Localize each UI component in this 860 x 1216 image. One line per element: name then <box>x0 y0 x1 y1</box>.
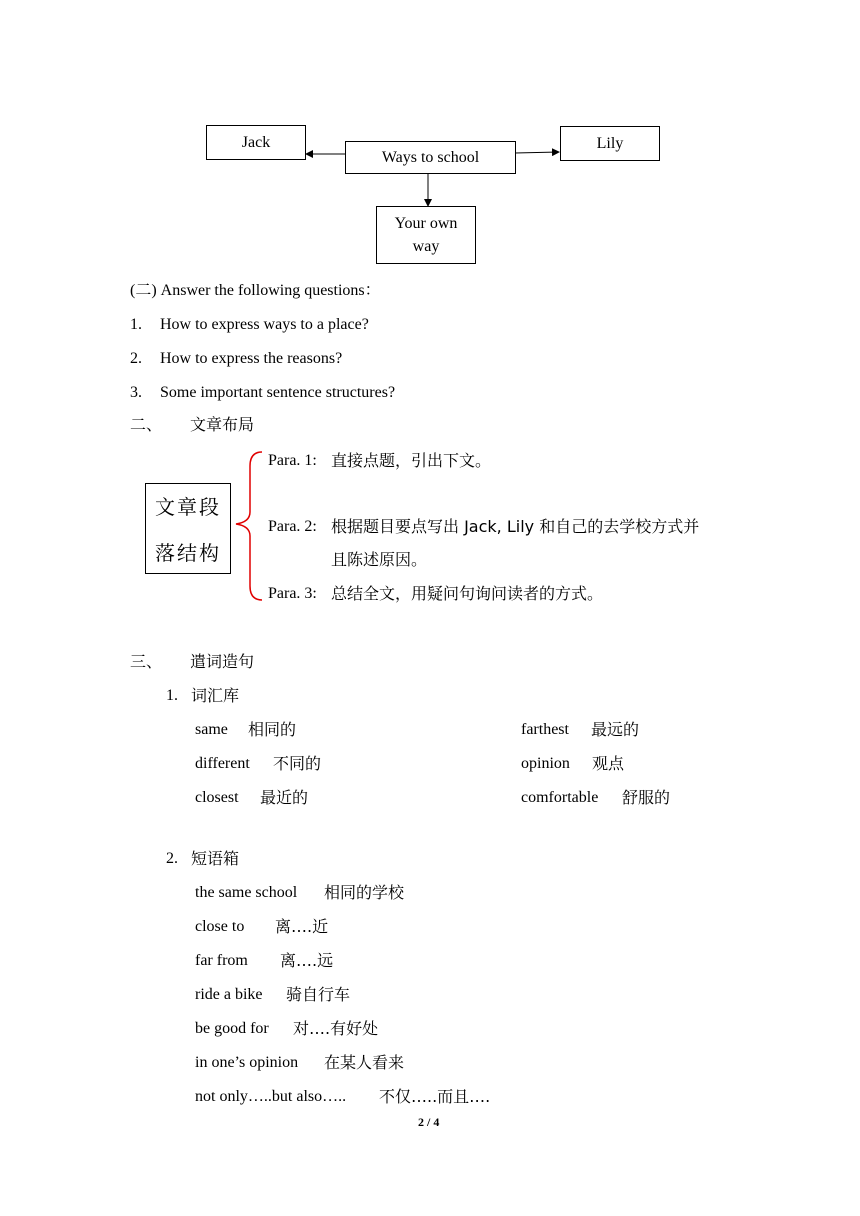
para1-label: Para. 1: <box>268 452 317 469</box>
question-text-1: How to express ways to a place? <box>160 316 369 333</box>
phrase-en-4: ride a bike <box>195 986 263 1003</box>
phrases-heading-num: 2. <box>166 850 178 867</box>
question-num-2: 2. <box>130 350 142 367</box>
phrase-en-3: far from <box>195 952 248 969</box>
phrase-cn-2: 离….近 <box>275 917 329 936</box>
vocab-left-en-1: same <box>195 721 228 738</box>
question-text-3: Some important sentence structures? <box>160 384 396 401</box>
vocab-right-en-3: comfortable <box>521 789 599 806</box>
vocab-right-cn-1: 最远的 <box>591 720 640 739</box>
section3-num: 三、 <box>130 652 163 671</box>
phrase-cn-7: 不仅…..而且…. <box>379 1087 491 1106</box>
section2-num: 二、 <box>130 415 163 434</box>
phrase-cn-6: 在某人看来 <box>324 1053 405 1072</box>
para1-text: 直接点题，引出下文。 <box>331 451 492 470</box>
structure-box-line1: 文章段 <box>155 495 221 519</box>
part2-heading: (二) Answer the following questions： <box>130 282 381 299</box>
diagram-label-own-way-2: way <box>412 238 440 255</box>
phrase-en-7: not only…..but also….. <box>195 1088 347 1105</box>
vocab-left-en-2: different <box>195 755 250 772</box>
question-num-3: 3. <box>130 384 142 401</box>
phrase-en-2: close to <box>195 918 245 935</box>
phrase-cn-1: 相同的学校 <box>324 883 405 902</box>
question-text-2: How to express the reasons? <box>160 350 343 367</box>
vocab-left-cn-1: 相同的 <box>248 720 297 739</box>
vocab-right-en-1: farthest <box>521 721 569 738</box>
phrase-cn-4: 骑自行车 <box>286 985 351 1004</box>
diagram-label-jack: Jack <box>241 134 271 151</box>
question-num-1: 1. <box>130 316 142 333</box>
para3-label: Para. 3: <box>268 585 317 602</box>
diagram-label-own-way-1: Your own <box>394 215 458 232</box>
vocab-heading: 词汇库 <box>191 686 240 705</box>
vocab-right-cn-3: 舒服的 <box>622 788 671 807</box>
vocab-heading-num: 1. <box>166 687 178 704</box>
page-number: 2 / 4 <box>418 1115 440 1129</box>
structure-box-line2: 落结构 <box>155 541 221 565</box>
diagram-label-center: Ways to school <box>381 149 480 166</box>
phrase-en-5: be good for <box>195 1020 269 1037</box>
phrase-en-6: in one’s opinion <box>195 1054 299 1071</box>
para3-text: 总结全文，用疑问句询问读者的方式。 <box>331 584 604 603</box>
phrases-heading: 短语箱 <box>191 849 240 868</box>
section3-title: 遣词造句 <box>190 652 255 671</box>
vocab-left-cn-2: 不同的 <box>273 754 322 773</box>
vocab-right-en-2: opinion <box>521 755 570 772</box>
vocab-left-en-3: closest <box>195 789 239 806</box>
para2-text-1: 根据题目要点写出 Jack, Lily 和自己的去学校方式并 <box>331 517 700 536</box>
vocab-right-cn-2: 观点 <box>592 754 625 773</box>
para2-text-2: 且陈述原因。 <box>331 550 428 569</box>
para2-label: Para. 2: <box>268 518 317 535</box>
vocab-left-cn-3: 最近的 <box>260 788 309 807</box>
phrase-en-1: the same school <box>195 884 298 901</box>
section2-title: 文章布局 <box>190 415 255 434</box>
phrase-cn-5: 对….有好处 <box>293 1019 379 1038</box>
diagram-label-lily: Lily <box>596 135 624 152</box>
phrase-cn-3: 离….远 <box>280 951 334 970</box>
